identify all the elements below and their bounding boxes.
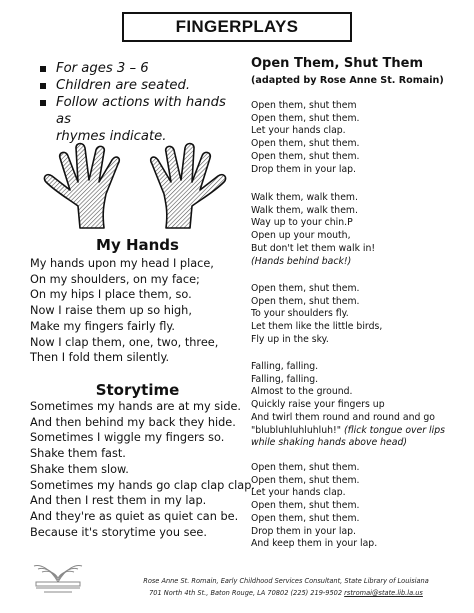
poem-line: Open them, shut them. <box>251 512 360 524</box>
stanza-3 <box>251 283 382 347</box>
bullet-square-icon <box>40 100 46 106</box>
open-them-subheading: (adapted by Rose Anne St. Romain) <box>251 75 444 86</box>
stage-direction: while shaking hands above head) <box>251 437 407 449</box>
hands-icon <box>40 138 230 230</box>
poem-line: To your shoulders fly. <box>251 308 349 320</box>
poem-line: And twirl them round and round and go <box>251 411 435 423</box>
stanza-2 <box>251 192 375 268</box>
poem-line: Now I clap them, one, two, three, <box>30 335 219 349</box>
poem-line: Open up your mouth, <box>251 230 351 242</box>
poem-line: Let them like the little birds, <box>251 321 383 333</box>
poem-line: Way up to your chin.P <box>251 217 353 229</box>
poem-line: Open them, shut them. <box>251 295 360 307</box>
poem-line: Open them, shut them. <box>251 462 360 473</box>
poem-line: Let your hands clap. <box>251 487 346 499</box>
poem-line: Make my fingers fairly fly. <box>30 319 176 333</box>
page-title: FINGERPLAYS <box>175 17 299 36</box>
poem-line: Open them, shut them. <box>251 112 360 124</box>
bullet-list <box>30 60 245 145</box>
poem-line: Quickly raise your fingers up <box>251 399 385 411</box>
poem-line: Because it's storytime you see. <box>30 525 207 539</box>
poem-line: And keep them in your lap. <box>251 538 378 550</box>
my-hands-poem <box>30 256 218 366</box>
poem-line: Open them, shut them. <box>251 500 360 512</box>
my-hands-heading: My Hands <box>96 236 179 254</box>
bullet-item <box>30 77 245 94</box>
poem-line: Open them, shut them. <box>251 138 360 150</box>
poem-line: Then I fold them silently. <box>30 351 170 365</box>
poem-line: Now I raise them up so high, <box>30 304 192 318</box>
footer-address-text: 701 North 4th St., Baton Rouge, LA 70802 (225) 219-9502 <box>149 589 343 597</box>
state-library-logo-icon <box>30 554 86 600</box>
poem-line: Open them, shut them. <box>251 474 360 486</box>
poem-line: Walk them, walk them. <box>251 204 358 216</box>
bullet-text: Children are seated. <box>56 78 191 93</box>
footer-credit: Rose Anne St. Romain, Early Childhood Services Consultant, State Library of Louisiana <box>143 577 429 585</box>
poem-line: Fly up in the sky. <box>251 333 329 345</box>
bullet-text: For ages 3 – 6 <box>56 61 149 76</box>
tongue-sound: "blubluhluhluhluh!" <box>251 424 342 436</box>
poem-line: On my shoulders, on my face; <box>30 272 200 286</box>
bullet-item <box>30 94 245 128</box>
poem-line: Shake them slow. <box>30 462 129 476</box>
poem-line: Drop them in your lap. <box>251 163 357 175</box>
poem-line: Sometimes I wiggle my fingers so. <box>30 431 225 445</box>
poem-line: On my hips I place them, so. <box>30 288 192 302</box>
stanza-4 <box>251 361 445 450</box>
poem-line <box>251 425 445 438</box>
poem-line: Falling, falling. <box>251 361 319 372</box>
poem-line: Drop them in your lap. <box>251 525 357 537</box>
poem-line: Walk them, walk them. <box>251 192 358 203</box>
poem-line: And they're as quiet as quiet can be. <box>30 509 239 523</box>
stanza-5 <box>251 462 377 551</box>
stage-direction: (flick tongue over lips <box>344 424 445 436</box>
bullet-square-icon <box>40 66 46 72</box>
poem-line: My hands upon my head I place, <box>30 257 214 270</box>
storytime-heading: Storytime <box>95 381 180 399</box>
poem-line: Open them, shut them <box>251 100 357 111</box>
bullet-item <box>30 60 245 77</box>
poem-line: Sometimes my hands go clap clap clap. <box>30 478 255 492</box>
poem-line: Sometimes my hands are at my side. <box>30 400 242 413</box>
title-box <box>122 12 352 42</box>
footer-address <box>118 589 454 597</box>
bullet-square-icon <box>40 83 46 89</box>
poem-line: Let your hands clap. <box>251 125 346 137</box>
bullet-text: Follow actions with hands as <box>56 95 226 127</box>
footer-email-link[interactable]: rstromai@state.lib.la.us <box>344 589 423 597</box>
stage-direction: (Hands behind back!) <box>251 255 352 267</box>
poem-line: Open them, shut them. <box>251 283 360 294</box>
poem-line: But don't let them walk in! <box>251 242 376 254</box>
bullet-text: rhymes indicate. <box>56 129 167 144</box>
storytime-poem <box>30 399 255 540</box>
poem-line: Open them, shut them. <box>251 150 360 162</box>
poem-line: Falling, falling. <box>251 373 319 385</box>
stanza-1 <box>251 100 360 176</box>
open-them-heading: Open Them, Shut Them <box>251 56 424 71</box>
poem-line: Almost to the ground. <box>251 386 353 398</box>
poem-line: And then I rest them in my lap. <box>30 494 207 508</box>
poem-line: Shake them fast. <box>30 447 126 461</box>
poem-line: And then behind my back they hide. <box>30 415 236 429</box>
